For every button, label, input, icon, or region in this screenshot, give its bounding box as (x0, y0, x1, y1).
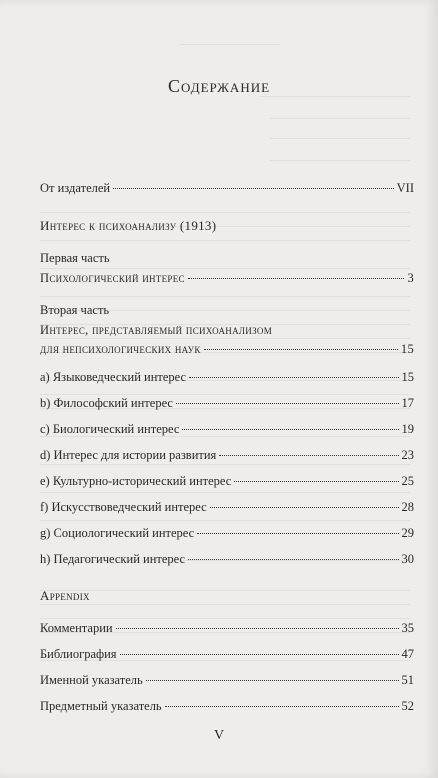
toc-entry-label: f) Искусствоведческий интерес (40, 500, 207, 514)
toc-entry-page: 47 (401, 647, 414, 661)
toc-entry-nonpsychological-sciences (40, 341, 414, 357)
toc-entry-page: 30 (401, 552, 414, 566)
toc-entry-label: Библиография (40, 647, 117, 661)
toc-entry-page: 17 (401, 396, 414, 410)
toc-entry-label: Комментарии (40, 621, 113, 635)
toc-entry-label: h) Педагогический интерес (40, 552, 186, 566)
toc-entry-page: 19 (401, 422, 414, 436)
page-number: V (213, 728, 225, 743)
main-work-title: Интерес к психоанализу (1913) (40, 218, 217, 233)
dot-leader (146, 680, 399, 681)
toc-item-c (40, 421, 414, 437)
toc-entry-page: VII (396, 181, 414, 195)
toc-entry-label: Психологический интерес (40, 271, 185, 285)
toc-entry-page: 15 (401, 370, 414, 384)
toc-item-d (40, 447, 414, 463)
toc-entry-label: для непсихологических наук (40, 342, 201, 356)
toc-appendix-bibliography (40, 646, 414, 662)
dot-leader (219, 455, 398, 456)
toc-entry-label: От издателей (40, 181, 111, 195)
dot-leader (189, 377, 398, 378)
dot-leader (234, 481, 398, 482)
toc-entry-page: 23 (401, 448, 414, 462)
toc-entry-label: e) Культурно-исторический интерес (40, 474, 232, 488)
toc-entry-label: a) Языковедческий интерес (40, 370, 187, 384)
toc-entry-label: c) Биологический интерес (40, 422, 180, 436)
dot-leader (182, 429, 398, 430)
dot-leader (188, 559, 398, 560)
toc-item-h (40, 551, 414, 567)
dot-leader (204, 349, 398, 350)
dot-leader (165, 706, 399, 707)
page-title: Содержание (167, 76, 271, 96)
toc-appendix-subject-index (40, 698, 414, 714)
toc-entry-page: 52 (401, 699, 414, 713)
toc-item-a (40, 369, 414, 385)
dot-leader (176, 403, 399, 404)
dot-leader (197, 533, 398, 534)
dot-leader (113, 188, 394, 189)
dot-leader (120, 654, 399, 655)
toc-appendix-name-index (40, 672, 414, 688)
part1-title: Первая часть (40, 251, 110, 265)
toc-entry-page: 28 (401, 500, 414, 514)
toc-entry-psychological-interest (40, 270, 414, 286)
toc-entry-page: 25 (401, 474, 414, 488)
dot-leader (116, 628, 399, 629)
toc-entry-label: d) Интерес для истории развития (40, 448, 217, 462)
toc-entry-label: Предметный указатель (40, 699, 162, 713)
part2-entry-line1: Интерес, представляемый психоанализом (40, 323, 273, 337)
toc-item-g (40, 525, 414, 541)
dot-leader (188, 278, 405, 279)
dot-leader (210, 507, 399, 508)
appendix-title: Appendix (40, 588, 90, 603)
part2-title: Вторая часть (40, 303, 110, 317)
toc-entry-label: b) Философский интерес (40, 396, 173, 410)
toc-entry-page: 35 (401, 621, 414, 635)
toc-item-f (40, 499, 414, 515)
toc-entry-page: 51 (401, 673, 414, 687)
toc-entry-page: 15 (400, 342, 414, 356)
toc-entry-label: g) Социологический интерес (40, 526, 195, 540)
toc-appendix-comments (40, 620, 414, 636)
toc-entry-label: Именной указатель (40, 673, 143, 687)
toc-item-e (40, 473, 414, 489)
toc-entry-page: 3 (407, 271, 414, 285)
toc-item-b (40, 395, 414, 411)
toc-entry-page: 29 (401, 526, 414, 540)
toc-entry-from-publishers (40, 180, 414, 196)
